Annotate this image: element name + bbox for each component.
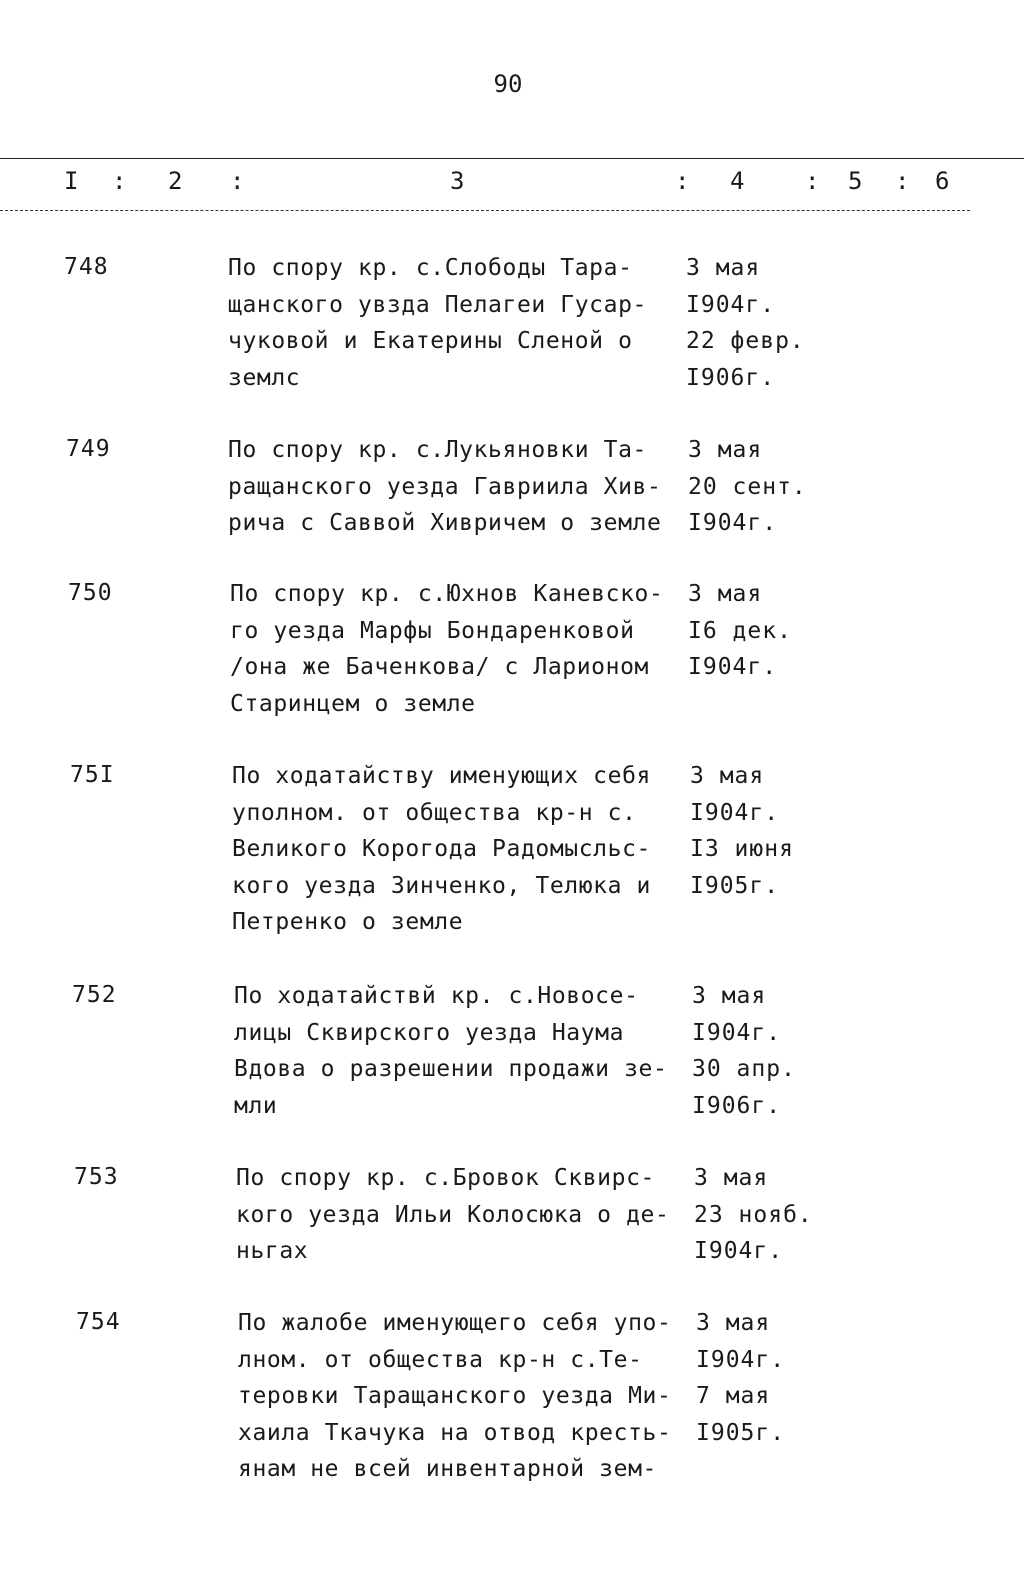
description-line: По спору кр. с.Бровок Сквирс- [236,1165,655,1191]
description-line: Петренко о земле [232,909,464,935]
record-number: 75I [70,762,115,788]
column-separator: : [895,167,910,195]
date-line: 7 мая [696,1383,771,1409]
date-line: I905г. [690,872,780,899]
description-line: мли [234,1092,278,1119]
description-line: кого уезда Ильи Колосюка о де- [236,1201,670,1228]
date-line: I904г. [686,291,776,318]
record-description [228,432,661,542]
description-line: По спору кр. с.Лукьяновки Та- [228,437,647,463]
record-description [232,758,651,941]
record-number: 754 [76,1309,121,1335]
description-line: ньгах [236,1238,309,1264]
date-line: I905г. [696,1419,786,1446]
date-line: 3 мая [692,983,767,1009]
date-line: 3 мая [688,581,763,607]
description-line: По жалобе именующего себя упо- [238,1310,672,1336]
record-dates [694,1160,813,1270]
date-line: I904г. [688,510,778,536]
date-line: I906г. [692,1092,782,1119]
description-line: рича с Саввой Хивричем о земле [228,510,662,536]
date-line: 23 нояб. [694,1201,813,1228]
record-dates [696,1305,785,1451]
description-line: По спору кр. с.Слободы Тара- [228,255,633,281]
record-number: 752 [72,982,117,1008]
date-line: I904г. [692,1019,782,1046]
record-dates [688,432,807,542]
column-separator: : [805,167,820,195]
description-line: землс [228,364,301,391]
date-line: 22 февр. [686,328,805,354]
description-line: По спору кр. с.Юхнов Каневско- [230,581,664,607]
record-dates [692,978,796,1124]
record-number: 748 [64,254,109,280]
description-line: Старинцем о земле [230,690,476,717]
column-header-1: I [64,167,79,195]
column-header-6: 6 [935,167,950,195]
record-number: 753 [74,1164,119,1190]
description-line: го уезда Марфы Бондаренковой [230,617,635,644]
date-line: I904г. [688,654,778,680]
column-separator: : [230,167,245,195]
description-line: уполном. от общества кр-н с. [232,799,637,826]
date-line: 3 мая [690,763,765,789]
description-line: Вдова о разрешении продажи зе- [234,1056,668,1082]
date-line: 3 мая [686,255,761,281]
description-line: хаила Ткачука на отвод кресть- [238,1419,672,1446]
date-line: 3 мая [688,437,763,463]
description-line: янам не всей инвентарной зем- [238,1456,657,1482]
header-top-rule [0,158,1024,159]
column-header-3: 3 [450,167,465,195]
record-description [230,576,663,722]
description-line: По ходатайствй кр. с.Новосе- [234,983,639,1009]
date-line: 3 мая [694,1165,769,1191]
description-line: /она же Баченкова/ с Ларионом [230,654,649,680]
date-line: I6 дек. [688,617,792,644]
date-line: 3 мая [696,1310,771,1336]
column-header-5: 5 [848,167,863,195]
column-header-2: 2 [168,167,183,195]
record-description [228,250,647,396]
column-separator: : [675,167,690,195]
record-description [238,1305,671,1488]
description-line: лицы Сквирского уезда Наума [234,1019,625,1046]
record-dates [690,758,794,904]
record-number: 750 [68,580,113,606]
description-line: кого уезда Зинченко, Телюка и [232,872,651,899]
date-line: I904г. [696,1346,786,1373]
description-line: ращанского уезда Гавриила Хив- [228,473,662,500]
record-description [236,1160,669,1270]
date-line: 30 апр. [692,1056,796,1082]
description-line: По ходатайству именующих себя [232,763,651,789]
date-line: I906г. [686,364,776,391]
column-header-4: 4 [730,167,745,195]
description-line: щанского увзда Пелагеи Гусар- [228,291,647,318]
date-line: I904г. [694,1238,784,1264]
date-line: I904г. [690,799,780,826]
description-line: чуковой и Екатерины Сленой о [228,328,633,354]
column-separator: : [112,167,127,195]
record-dates [688,576,792,686]
date-line: I3 июня [690,836,794,862]
header-bottom-rule [0,210,970,211]
page-number: 90 [493,70,523,98]
description-line: Великого Корогода Радомысльс- [232,836,651,862]
record-description [234,978,667,1124]
record-number: 749 [66,436,111,462]
description-line: теровки Таращанского уезда Ми- [238,1383,672,1409]
record-dates [686,250,805,396]
date-line: 20 сент. [688,473,807,500]
description-line: лном. от общества кр-н с.Те- [238,1346,643,1373]
